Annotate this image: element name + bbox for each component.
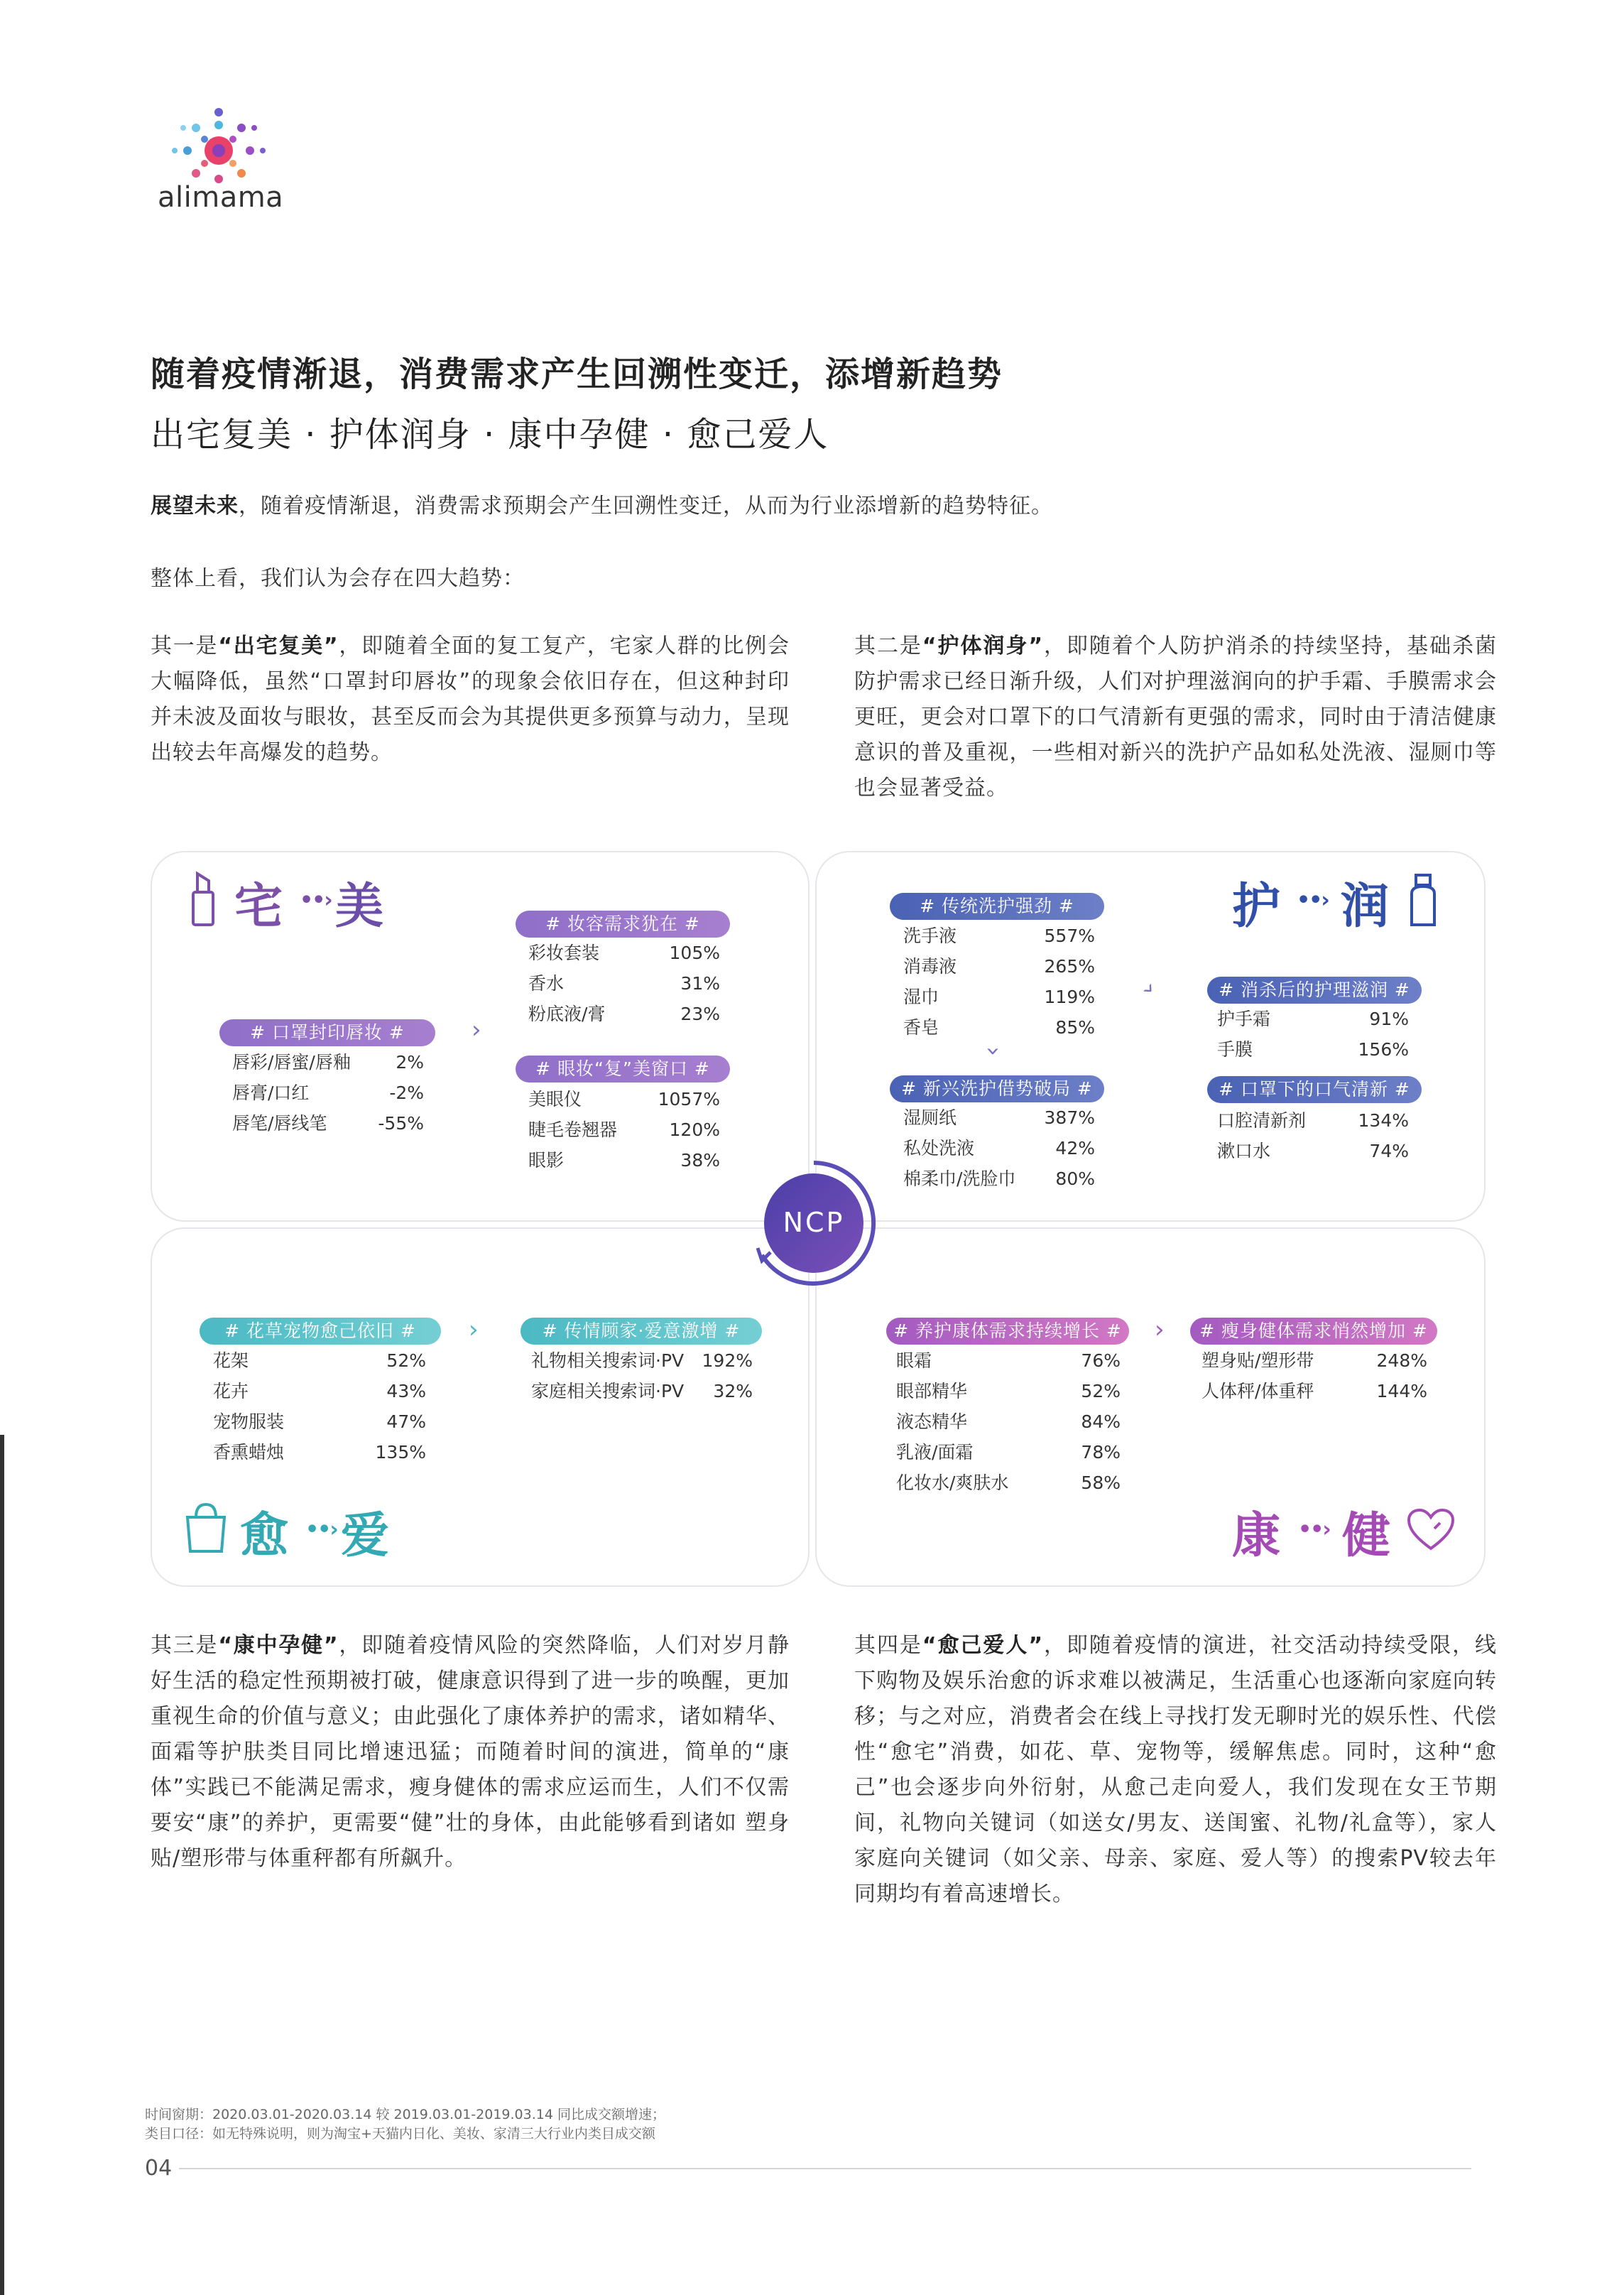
list-item: 美眼仪 1057% (528, 1089, 720, 1109)
tag-post-disinfection-care: # 消杀后的护理滋润 # (1207, 977, 1422, 1004)
chevron-right-icon: › (1155, 1315, 1165, 1344)
tag-new-wash: # 新兴洗护借势破局 # (890, 1075, 1104, 1102)
list-item: 睫毛卷翘器 120% (528, 1119, 720, 1140)
tag-flowers-pets: # 花草宠物愈己依旧 # (200, 1318, 441, 1345)
tag-love-family: # 传情顾家·爱意激增 # (521, 1318, 762, 1345)
list-item: 眼部精华 52% (896, 1381, 1121, 1401)
list-item: 唇膏/口红 -2% (232, 1083, 424, 1103)
list-item: 洗手液 557% (903, 926, 1095, 946)
list-item: 湿厕纸 387% (903, 1107, 1095, 1128)
list-item: 唇笔/唇线笔 -55% (232, 1113, 424, 1134)
tag-traditional-wash: # 传统洗护强劲 # (890, 893, 1104, 920)
list-item: 口腔清新剂 134% (1217, 1110, 1409, 1131)
list-item: 花架 52% (213, 1350, 426, 1371)
page-title: 随着疫情渐退，消费需求产生回溯性变迁，添增新趋势 (151, 354, 1003, 394)
list-item: 礼物相关搜索词·PV 192% (531, 1350, 753, 1371)
panel-tl-arrow: ••› (300, 888, 332, 913)
panel-bl-word1: 愈 (240, 1508, 290, 1564)
list-item: 漱口水 74% (1217, 1141, 1409, 1161)
tag-fresh-breath: # 口罩下的口气清新 # (1207, 1076, 1422, 1103)
list-item: 消毒液 265% (903, 956, 1095, 977)
list-item: 塑身贴/塑形带 248% (1201, 1350, 1427, 1371)
list-item: 湿巾 119% (903, 987, 1095, 1007)
list-item: 眼影 38% (528, 1150, 720, 1171)
list-item: 人体秤/体重秤 144% (1201, 1381, 1427, 1401)
panel-tl-word2: 美 (335, 879, 386, 935)
panel-tr-word2: 润 (1341, 879, 1391, 935)
lotion-bottle-icon (1406, 872, 1440, 929)
list-item: 乳液/面霜 78% (896, 1442, 1121, 1463)
footnote-category: 类目口径：如无特殊说明，则为淘宝+天猫内日化、美妆、家清三大行业内类目成交额 (145, 2126, 655, 2142)
list-item: 香熏蜡烛 135% (213, 1442, 426, 1463)
panel-bl-word2: 爱 (341, 1508, 391, 1564)
list-item: 花卉 43% (213, 1381, 426, 1401)
list-item: 液态精华 84% (896, 1411, 1121, 1432)
page-subtitle: 出宅复美 · 护体润身 · 康中孕健 · 愈己爱人 (151, 415, 829, 455)
tag-makeup-demand: # 妆容需求犹在 # (516, 911, 730, 938)
chevron-icon: › (1135, 975, 1163, 1002)
ncp-label: NCP (783, 1207, 845, 1238)
list-item: 护手霜 91% (1217, 1009, 1409, 1029)
chevron-right-icon: › (472, 1016, 481, 1044)
panel-br-arrow: ••› (1298, 1517, 1330, 1542)
logo-text: alimama (158, 181, 284, 214)
panel-tl-word1: 宅 (234, 879, 285, 935)
lipstick-icon (187, 871, 219, 928)
trend4-paragraph: 其四是“愈己爱人”，即随着疫情的演进，社交活动持续受限，线下购物及娱乐治愈的诉求难以被满足，生活重心也逐渐向家庭向转移；与之对应，消费者会在线上寻找打发无聊时光的娱乐性、代偿性“愈宅”消费，如花、草、宠物等，缓解焦虑。同时，这种“愈己”也会逐步向外衍射，从愈己走向爱人，我们发现在女王节期间，礼物向关键词（如送女/男友、送闺蜜、礼物/礼盒等），家人家庭向关键词（如父亲、母亲、家庭、爱人等）的搜索PV较去年同期均有着高速增长。 (854, 1633, 1498, 1906)
overall-paragraph: 整体上看，我们认为会存在四大趋势： (151, 566, 525, 591)
heart-icon (1406, 1507, 1456, 1553)
panel-tr-arrow: ••› (1297, 888, 1329, 913)
trend2-paragraph: 其二是“护体润身”，即随着个人防护消杀的持续坚持，基础杀菌防护需求已经日渐升级，人们对护理滋润向的护手霜、手膜需求会更旺，更会对口罩下的口气清新有更强的需求，同时由于清洁健康意识的普及重视，一些相对新兴的洗护产品如私处洗液、湿厕巾等也会显著受益。 (854, 634, 1498, 801)
tag-health-care: # 养护康体需求持续增长 # (886, 1318, 1129, 1345)
trend1-paragraph: 其一是“出宅复美”，即随着全面的复工复产，宅家人群的比例会大幅降低，虽然“口罩封印唇妆”的现象会依旧存在，但这种封印并未波及面妆与眼妆，甚至反而会为其提供更多预算与动力，呈现出较去年高爆发的趋势。 (151, 634, 790, 765)
panel-br-word2: 健 (1342, 1508, 1393, 1564)
list-item: 香皂 85% (903, 1017, 1095, 1038)
left-edge-bar (0, 1435, 4, 2295)
page-number: 04 (145, 2156, 173, 2181)
list-item: 棉柔巾/洗脸巾 80% (903, 1168, 1095, 1189)
list-item: 宠物服装 47% (213, 1411, 426, 1432)
chevron-right-icon: › (469, 1315, 479, 1344)
chevron-down-icon: › (979, 1046, 1008, 1056)
list-item: 私处洗液 42% (903, 1138, 1095, 1159)
footnote-time-window: 时间窗期：2020.03.01-2020.03.14 较 2019.03.01-2019.03.14 同比成交额增速； (145, 2107, 665, 2122)
list-item: 化妆水/爽肤水 58% (896, 1472, 1121, 1493)
list-item: 手膜 156% (1217, 1039, 1409, 1060)
list-item: 彩妆套装 105% (528, 943, 720, 963)
footer-divider (179, 2168, 1471, 2169)
list-item: 粉底液/膏 23% (528, 1004, 720, 1024)
intro-paragraph: 展望未来，随着疫情渐退，消费需求预期会产生回溯性变迁，从而为行业添增新的趋势特征。 (151, 494, 1053, 519)
tag-slimming: # 瘦身健体需求悄然增加 # (1190, 1318, 1437, 1345)
tag-eye-makeup: # 眼妆“复”美窗口 # (516, 1056, 730, 1083)
shopping-bag-icon (183, 1500, 229, 1554)
panel-br-word1: 康 (1232, 1508, 1282, 1564)
list-item: 眼霜 76% (896, 1350, 1121, 1371)
panel-bl-arrow: ••› (305, 1517, 337, 1542)
trend3-paragraph: 其三是“康中孕健”，即随着疫情风险的突然降临，人们对岁月静好生活的稳定性预期被打破，健康意识得到了进一步的唤醒，更加重视生命的价值与意义；由此强化了康体养护的需求，诸如精华、面霜等护肤类目同比增速迅猛；而随着时间的演进，简单的“康体”实践已不能满足需求，瘦身健体的需求应运而生，人们不仅需要安“康”的养护，更需要“健”壮的身体，由此能够看到诸如 塑身贴/塑形带与体重秤都有所飙升。 (151, 1633, 790, 1871)
list-item: 唇彩/唇蜜/唇釉 2% (232, 1052, 424, 1073)
panel-tr-word1: 护 (1232, 879, 1282, 935)
list-item: 香水 31% (528, 973, 720, 994)
tag-lip-makeup: # 口罩封印唇妆 # (219, 1019, 435, 1046)
list-item: 家庭相关搜索词·PV 32% (531, 1381, 753, 1401)
